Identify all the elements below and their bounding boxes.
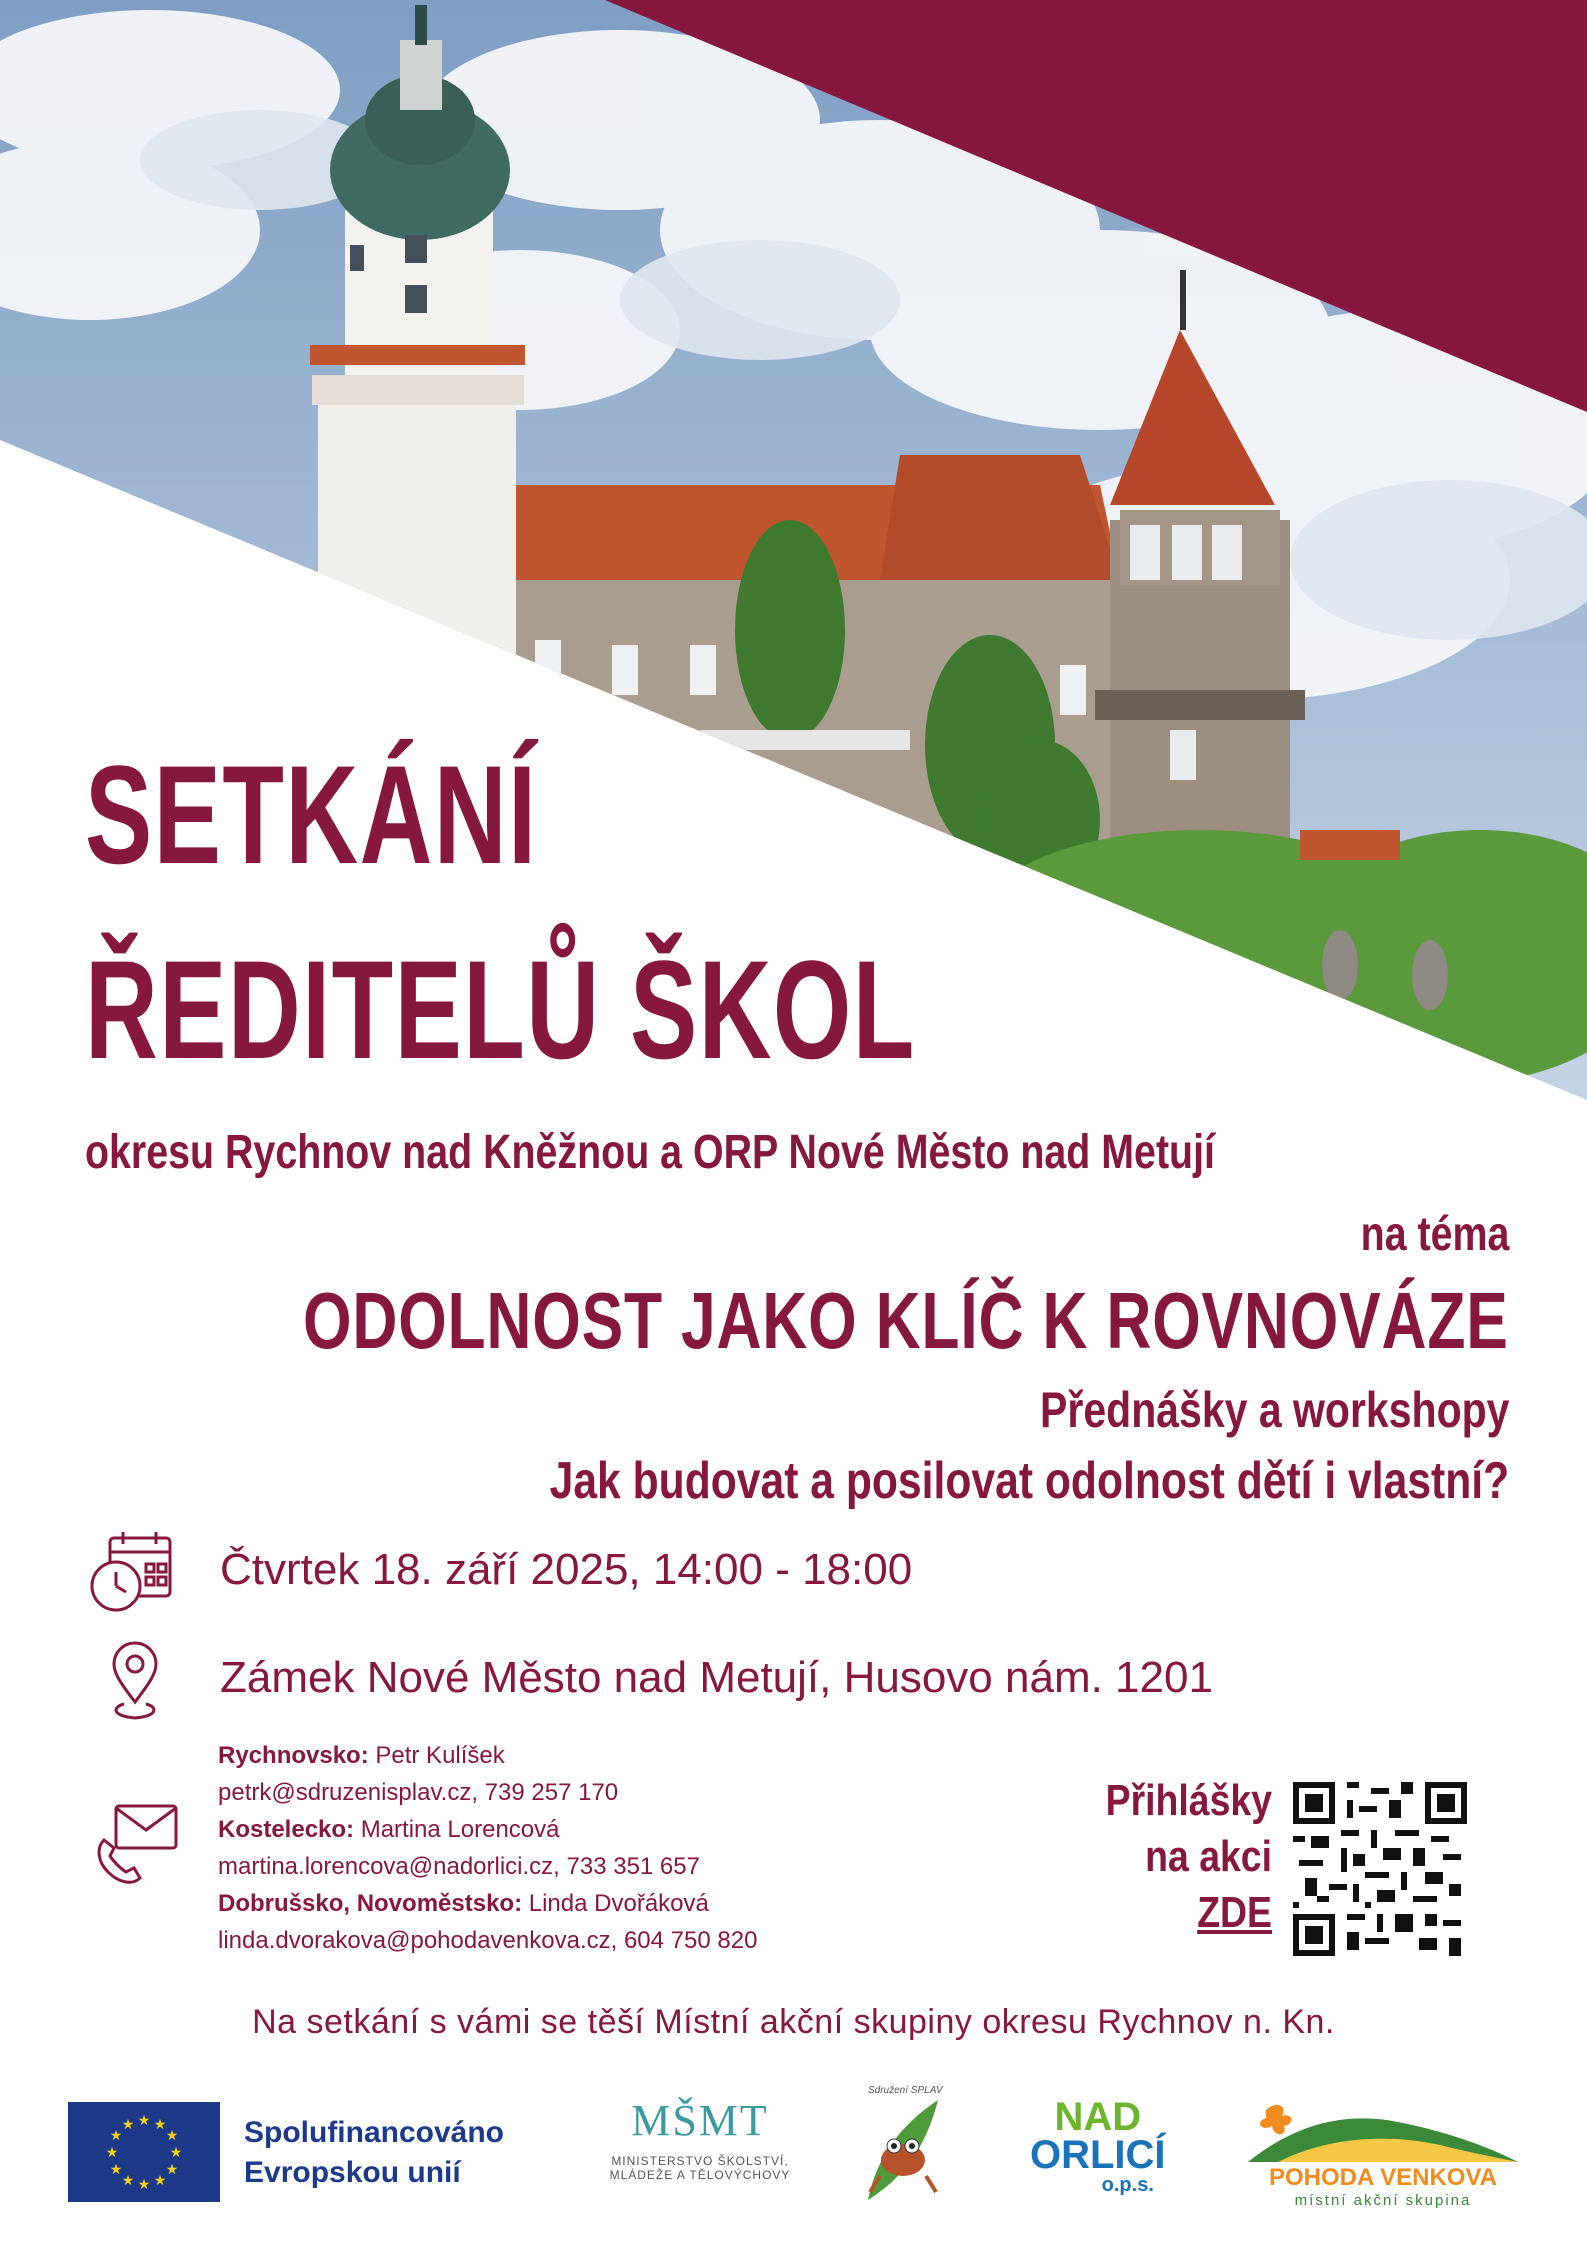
svg-text:★: ★ — [165, 2128, 179, 2144]
svg-text:★: ★ — [105, 2145, 119, 2161]
registration-block — [1068, 1773, 1272, 1941]
calendar-clock-icon — [88, 1530, 178, 1615]
contact-details[interactable]: linda.dvorakova@pohodavenkova.cz, 604 750 820 — [218, 1927, 758, 1954]
eu-line-2: Evropskou unií — [244, 2156, 461, 2189]
contact-details[interactable]: petrk@sdruzenisplav.cz, 739 257 170 — [218, 1779, 619, 1806]
eu-line-1: Spolufinancováno — [244, 2116, 505, 2149]
title-line-1: SETKÁNÍ — [85, 736, 538, 893]
msmt-mark: MŠMT — [631, 2096, 769, 2145]
event-place: Zámek Nové Město nad Metují, Husovo nám. 1201 — [220, 1653, 1213, 1702]
msmt-logo — [590, 2095, 810, 2182]
registration-link[interactable]: ZDE — [1197, 1888, 1272, 1937]
location-pin-icon — [108, 1640, 163, 1725]
msmt-line-1: MINISTERSTVO ŠKOLSTVÍ, — [611, 2154, 789, 2168]
registration-line-1: Přihlášky — [1105, 1776, 1272, 1825]
svg-text:★: ★ — [137, 2177, 151, 2193]
registration-line-2: na akci — [1145, 1832, 1272, 1881]
qr-code[interactable] — [1293, 1782, 1467, 1956]
footer-text: Na setkání s vámi se těší Místní akční skupiny okresu Rychnov n. Kn. — [252, 2003, 1335, 2041]
contact-rychnovsko — [218, 1737, 757, 1774]
eu-flag-icon — [68, 2102, 220, 2202]
nadorlici-line-3: o.p.s. — [1101, 2174, 1154, 2196]
pohoda-line-1: POHODA VENKOVA — [1268, 2164, 1498, 2191]
svg-text:★: ★ — [165, 2162, 179, 2178]
msmt-line-2: MLÁDEŽE A TĚLOVÝCHOVY — [609, 2168, 791, 2182]
svg-text:★: ★ — [121, 2173, 135, 2189]
svg-text:★: ★ — [121, 2117, 135, 2133]
event-date-time: Čtvrtek 18. září 2025, 14:00 - 18:00 — [220, 1545, 913, 1594]
question-text: Jak budovat a posilovat odolnost dětí i vlastní? — [549, 1452, 1509, 1510]
svg-text:★: ★ — [109, 2162, 123, 2178]
svg-text:★: ★ — [153, 2117, 167, 2133]
splav-logo-text: Sdružení SPLAV — [868, 2085, 943, 2096]
contact-name: Linda Dvořáková — [528, 1890, 709, 1917]
contact-dobrussko — [218, 1885, 757, 1922]
svg-text:★: ★ — [169, 2145, 183, 2161]
contact-name: Martina Lorencová — [360, 1816, 560, 1843]
contact-region: Dobrušsko, Novoměstsko: — [218, 1890, 523, 1917]
svg-text:★: ★ — [153, 2173, 167, 2189]
topic-heading: ODOLNOST JAKO KLÍČ K ROVNOVÁZE — [303, 1276, 1509, 1365]
title-line-2: ŘEDITELŮ ŠKOL — [85, 931, 916, 1088]
nadorlici-line-2: ORLICÍ — [1030, 2133, 1166, 2177]
contact-region: Rychnovsko: — [218, 1742, 369, 1769]
svg-text:★: ★ — [137, 2113, 151, 2129]
nadorlici-line-1: NAD — [1054, 2095, 1142, 2139]
pohoda-logo-text — [1248, 2164, 1518, 2209]
contact-details[interactable]: martina.lorencova@nadorlici.cz, 733 351 657 — [218, 1853, 700, 1880]
contact-kostelecko — [218, 1811, 757, 1848]
mail-phone-icon — [92, 1800, 182, 1890]
pohoda-venkova-hills-icon — [1248, 2102, 1518, 2162]
format-text: Přednášky a workshopy — [1039, 1382, 1509, 1438]
splav-frog-logo — [858, 2090, 948, 2202]
contact-region: Kostelecko: — [218, 1816, 355, 1843]
svg-text:★: ★ — [109, 2128, 123, 2144]
nadorlici-logo — [1030, 2095, 1166, 2197]
topic-intro: na téma — [1360, 1208, 1509, 1261]
pohoda-line-2: místní akční skupina — [1294, 2192, 1472, 2209]
contacts-block — [218, 1737, 757, 1959]
contact-name: Petr Kulíšek — [375, 1742, 505, 1769]
subtitle: okresu Rychnov nad Kněžnou a ORP Nové Město nad Metují — [85, 1126, 1215, 1179]
eu-logo-text — [244, 2113, 504, 2193]
